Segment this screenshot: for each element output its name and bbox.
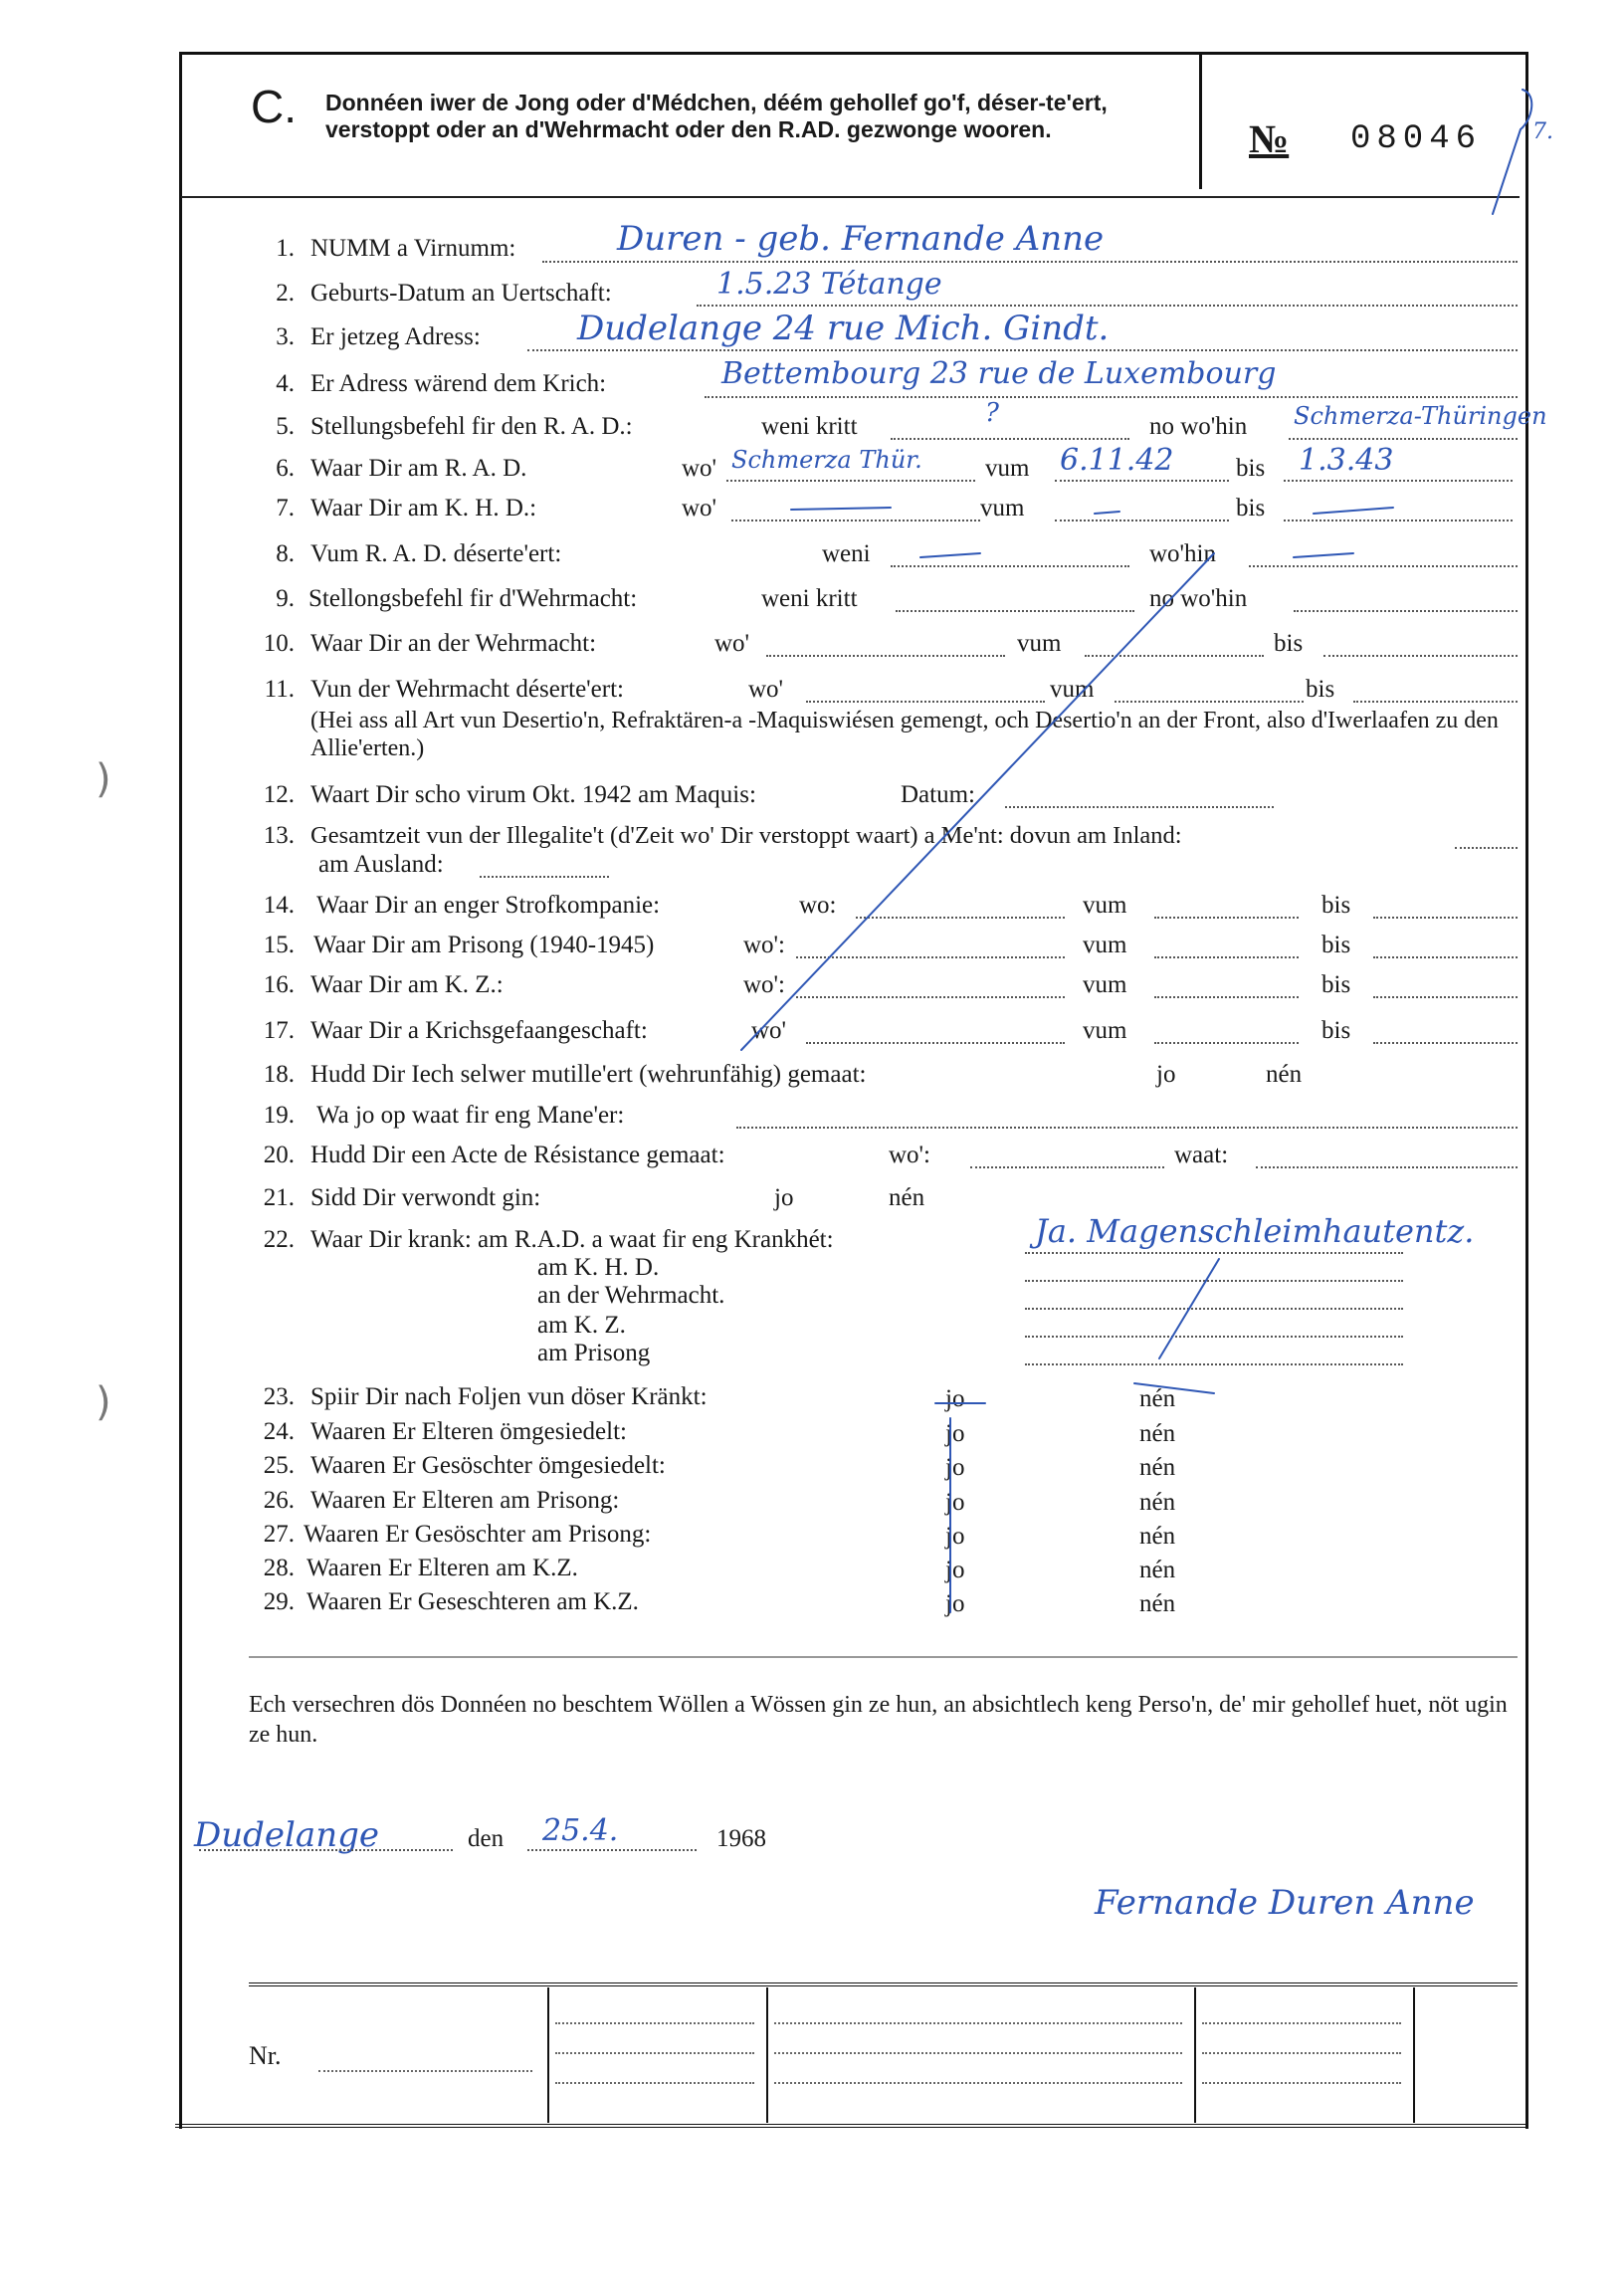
q16-label: Waar Dir am K. Z.: — [310, 971, 504, 998]
q5-number: 5. — [276, 413, 295, 440]
q1-label: NUMM a Virnumm: — [310, 235, 516, 262]
q22-label: Waar Dir krank: am R.A.D. a waat fir eng Krankhét: — [310, 1226, 834, 1253]
signature-place: Dudelange — [194, 1815, 379, 1855]
q6-from-label: vum — [985, 455, 1030, 482]
q9-label: Stellongsbefehl fir d'Wehrmacht: — [308, 585, 638, 612]
q22-number: 22. — [263, 1226, 295, 1253]
q13-number: 13. — [263, 822, 295, 849]
q29-yes: jo — [945, 1590, 965, 1617]
q28-number: 28. — [263, 1555, 295, 1581]
q28-yes: jo — [945, 1557, 965, 1583]
q18-number: 18. — [263, 1061, 295, 1088]
q21-yes: jo — [774, 1184, 794, 1211]
q23-number: 23. — [263, 1383, 295, 1410]
q29-no: nén — [1139, 1590, 1176, 1617]
q27-label: Waaren Er Gesöschter am Prisong: — [304, 1521, 652, 1548]
q27-no: nén — [1139, 1523, 1176, 1550]
q26-number: 26. — [263, 1487, 295, 1514]
q22-cancel-stroke — [1159, 1259, 1219, 1358]
q2-answer: 1.5.23 Tétange — [716, 267, 942, 302]
q20-what-label: waat: — [1174, 1142, 1229, 1168]
q6-from-answer: 6.11.42 — [1060, 443, 1174, 478]
q6-to-label: bis — [1236, 455, 1266, 482]
margin-mark: ) — [96, 756, 111, 802]
q12-number: 12. — [263, 781, 295, 808]
q7-number: 7. — [276, 495, 295, 521]
q29-label: Waaren Er Geseschteren am K.Z. — [306, 1588, 639, 1615]
q19-label: Wa jo op waat fir eng Mane'er: — [316, 1102, 625, 1129]
q20-where-label: wo': — [889, 1142, 931, 1168]
q15-label: Waar Dir am Prisong (1940-1945) — [313, 932, 655, 958]
signature-date: 25.4. — [542, 1813, 619, 1848]
q29-number: 29. — [263, 1588, 295, 1615]
q11-label: Vun der Wehrmacht déserte'ert: — [310, 676, 624, 703]
q7-dash — [791, 508, 891, 510]
q7-to-label: bis — [1236, 495, 1266, 521]
q18-yes: jo — [1156, 1061, 1176, 1088]
q4-answer: Bettembourg 23 rue de Luxembourg — [721, 356, 1277, 391]
q23-yes: jo — [945, 1385, 965, 1412]
q3-label: Er jetzeg Adress: — [310, 323, 481, 350]
q26-yes: jo — [945, 1489, 965, 1516]
q16-to-label: bis — [1321, 971, 1351, 998]
q24-label: Waaren Er Elteren ömgesiedelt: — [310, 1418, 627, 1445]
q24-number: 24. — [263, 1418, 295, 1445]
number-symbol: № — [1249, 116, 1290, 161]
q5-when-answer: ? — [985, 398, 999, 428]
q10-to-label: bis — [1274, 630, 1304, 657]
q25-no: nén — [1139, 1454, 1176, 1481]
q9-number: 9. — [276, 585, 295, 612]
q17-where-label: wo' — [751, 1017, 787, 1044]
q23-no: nén — [1139, 1385, 1176, 1412]
q22-sub-prisong: am Prisong — [537, 1340, 651, 1366]
q11-where-label: wo' — [748, 676, 784, 703]
q15-from-label: vum — [1083, 932, 1127, 958]
q7-where-label: wo' — [682, 495, 717, 521]
margin-mark: ) — [96, 1379, 111, 1425]
footer-nr-label: Nr. — [249, 2041, 282, 2070]
q16-where-label: wo': — [743, 971, 786, 998]
q28-label: Waaren Er Elteren am K.Z. — [306, 1555, 578, 1581]
q15-number: 15. — [263, 932, 295, 958]
q21-label: Sidd Dir verwondt gin: — [310, 1184, 541, 1211]
q3-answer: Dudelange 24 rue Mich. Gindt. — [577, 309, 1110, 348]
q5-label: Stellungsbefehl fir den R. A. D.: — [310, 413, 633, 440]
declaration-text: Ech versechren dös Donnéen no beschtem Wöllen a Wössen gin ze hun, an absichtlech keng Perso'n, de' mir gehollef huet, nöt ugin ze hun. — [249, 1692, 1508, 1748]
q7-dash — [1095, 512, 1119, 514]
q8-where-label: wo'hin — [1149, 540, 1217, 567]
q24-no: nén — [1139, 1420, 1176, 1447]
q11-from-label: vum — [1050, 676, 1095, 703]
q8-dash — [1294, 553, 1353, 557]
q23-label: Spiir Dir nach Foljen vun döser Kränkt: — [310, 1383, 708, 1410]
q23-no-tick — [1134, 1383, 1214, 1393]
q6-where-answer: Schmerza Thür. — [731, 446, 922, 474]
q4-number: 4. — [276, 370, 295, 397]
q7-from-label: vum — [980, 495, 1025, 521]
q21-number: 21. — [263, 1184, 295, 1211]
q18-no: nén — [1266, 1061, 1303, 1088]
q22-answer: Ja. Magenschleimhautentz. — [1035, 1212, 1475, 1250]
q14-number: 14. — [263, 892, 295, 919]
q15-to-label: bis — [1321, 932, 1351, 958]
q9-where-label: no wo'hin — [1149, 585, 1248, 612]
q11-note: (Hei ass all Art vun Desertio'n, Refraktären-a -Maquiswiésen gemengt, och Desertio'n an der Front, also d'Iwerlaafen zu den Allie'erten.) — [310, 708, 1499, 761]
q17-to-label: bis — [1321, 1017, 1351, 1044]
q5-where-answer: Schmerza-Thüringen — [1294, 402, 1547, 430]
q12-date-label: Datum: — [901, 781, 975, 808]
q22-sub-kz: am K. Z. — [537, 1312, 626, 1339]
q2-number: 2. — [276, 280, 295, 307]
number-check-stroke — [1493, 90, 1531, 214]
section-letter: C. — [251, 81, 297, 132]
header-title: Donnéen iwer de Jong oder d'Médchen, déém gehollef go'f, déser-te'ert, verstoppt oder an d'Wehrmacht oder den R.AD. gezwonge wooren. — [325, 90, 1108, 142]
q25-yes: jo — [945, 1454, 965, 1481]
q6-label: Waar Dir am R. A. D. — [310, 455, 527, 482]
signature-year: 1968 — [716, 1825, 766, 1852]
q25-number: 25. — [263, 1452, 295, 1479]
q22-sub-wehrmacht: an der Wehrmacht. — [537, 1282, 725, 1309]
q17-from-label: vum — [1083, 1017, 1127, 1044]
q18-label: Hudd Dir Iech selwer mutille'ert (wehrunfähig) gemaat: — [310, 1061, 867, 1088]
q20-label: Hudd Dir een Acte de Résistance gemaat: — [310, 1142, 725, 1168]
q5-where-label: no wo'hin — [1149, 413, 1248, 440]
q27-yes: jo — [945, 1523, 965, 1550]
q7-label: Waar Dir am K. H. D.: — [310, 495, 537, 521]
q10-where-label: wo' — [714, 630, 750, 657]
q24-yes: jo — [945, 1420, 965, 1447]
q17-label: Waar Dir a Krichsgefaangeschaft: — [310, 1017, 648, 1044]
q16-from-label: vum — [1083, 971, 1127, 998]
q27-number: 27. — [263, 1521, 295, 1548]
q11-to-label: bis — [1306, 676, 1335, 703]
q11-number: 11. — [264, 676, 295, 703]
q13-abroad-label: am Ausland: — [318, 851, 444, 878]
number-annotation: 7. — [1532, 119, 1553, 144]
q28-no: nén — [1139, 1557, 1176, 1583]
q26-no: nén — [1139, 1489, 1176, 1516]
q15-where-label: wo': — [743, 932, 786, 958]
q5-when-label: weni kritt — [761, 413, 858, 440]
q7-dash — [1314, 508, 1393, 514]
q21-no: nén — [889, 1184, 925, 1211]
q14-where-label: wo: — [799, 892, 837, 919]
q20-number: 20. — [263, 1142, 295, 1168]
q2-label: Geburts-Datum an Uertschaft: — [310, 280, 612, 307]
q3-number: 3. — [276, 323, 295, 350]
diagonal-cancel-stroke — [741, 553, 1214, 1050]
q19-number: 19. — [263, 1102, 295, 1129]
q25-label: Waaren Er Gesöschter ömgesiedelt: — [310, 1452, 666, 1479]
q8-number: 8. — [276, 540, 295, 567]
q6-to-answer: 1.3.43 — [1299, 443, 1394, 478]
q16-number: 16. — [263, 971, 295, 998]
q6-where-label: wo' — [682, 455, 717, 482]
q10-number: 10. — [263, 630, 295, 657]
q26-label: Waaren Er Elteren am Prisong: — [310, 1487, 620, 1514]
q13-label: Gesamtzeit vun der Illegalite't (d'Zeit wo' Dir verstoppt waart) a Me'nt: dovun am Inland: — [310, 822, 1182, 849]
q9-when-label: weni kritt — [761, 585, 858, 612]
q8-when-label: weni — [822, 540, 871, 567]
q14-label: Waar Dir an enger Strofkompanie: — [316, 892, 661, 919]
q14-to-label: bis — [1321, 892, 1351, 919]
q10-label: Waar Dir an der Wehrmacht: — [310, 630, 597, 657]
q14-from-label: vum — [1083, 892, 1127, 919]
signature: Fernande Duren Anne — [1095, 1883, 1475, 1923]
q6-number: 6. — [276, 455, 295, 482]
q4-label: Er Adress wärend dem Krich: — [310, 370, 607, 397]
q8-dash — [920, 553, 980, 557]
q1-answer: Duren - geb. Fernande Anne — [617, 219, 1105, 259]
q8-label: Vum R. A. D. déserte'ert: — [310, 540, 562, 567]
form-number: 08046 — [1350, 120, 1483, 158]
den-label: den — [468, 1825, 505, 1852]
q10-from-label: vum — [1017, 630, 1062, 657]
q22-sub-khd: am K. H. D. — [537, 1254, 660, 1281]
q17-number: 17. — [263, 1017, 295, 1044]
q1-number: 1. — [276, 235, 295, 262]
q12-label: Waart Dir scho virum Okt. 1942 am Maquis: — [310, 781, 756, 808]
